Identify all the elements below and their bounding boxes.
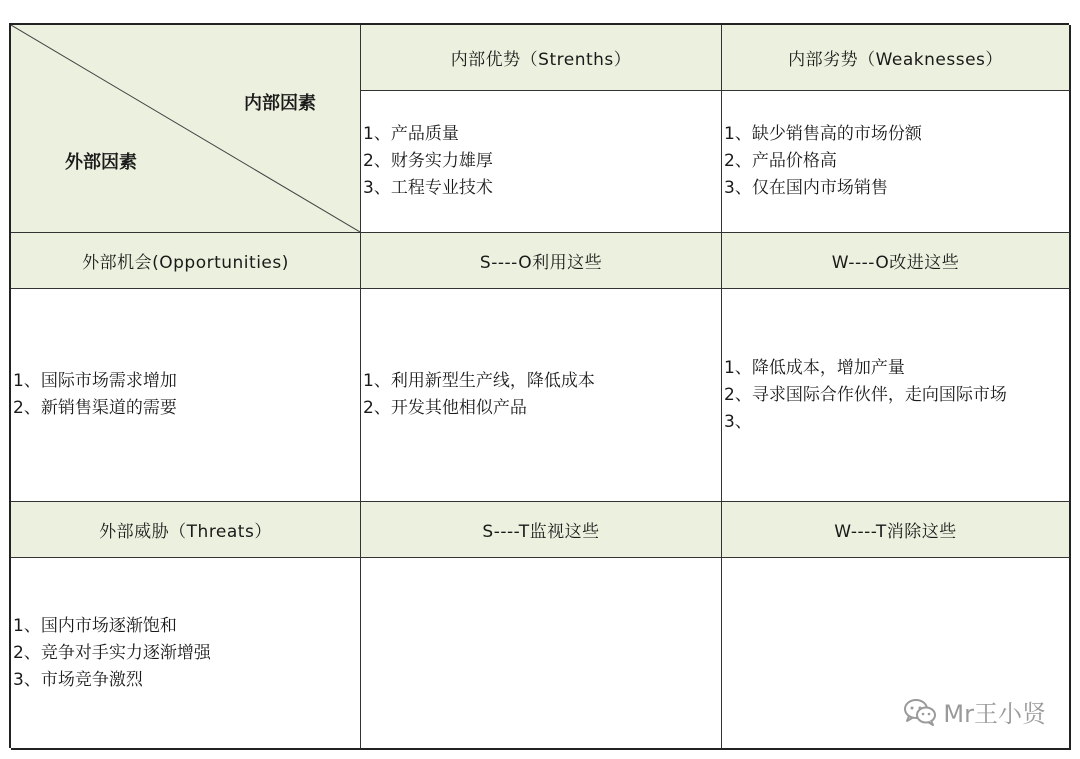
list-item: 2、产品价格高 <box>724 151 837 171</box>
list-item: 3、市场竞争激烈 <box>13 669 143 690</box>
list-item: 1、利用新型生产线，降低成本 <box>363 371 595 391</box>
internal-factors-label: 内部因素 <box>244 93 316 114</box>
wo-strategy-header: W----O改进这些 <box>722 233 1071 289</box>
list-item: 2、竞争对手实力逐渐增强 <box>13 642 211 663</box>
list-item: 1、降低成本，增加产量 <box>724 357 905 378</box>
corner-header <box>11 25 361 233</box>
list-item: 2、财务实力雄厚 <box>363 151 493 171</box>
list-item: 3、工程专业技术 <box>363 178 493 198</box>
weaknesses-list <box>722 91 1071 233</box>
opportunities-header: 外部机会(Opportunities) <box>11 233 361 289</box>
list-item: 1、国际市场需求增加 <box>13 371 177 391</box>
opportunities-list <box>11 289 361 502</box>
threats-header: 外部威胁（Threats） <box>11 502 361 558</box>
diagonal-divider <box>11 25 360 232</box>
list-item: 2、开发其他相似产品 <box>363 398 527 418</box>
st-strategy-header: S----T监视这些 <box>361 502 722 558</box>
st-strategy-list <box>361 558 722 750</box>
list-item: 1、缺少销售高的市场份额 <box>724 124 922 144</box>
wo-strategy-list <box>722 289 1071 502</box>
weaknesses-header: 内部劣势（Weaknesses） <box>722 25 1071 91</box>
so-strategy-header: S----O利用这些 <box>361 233 722 289</box>
list-item: 3、仅在国内市场销售 <box>724 178 888 198</box>
wt-strategy-header: W----T消除这些 <box>722 502 1071 558</box>
strengths-list <box>361 91 722 233</box>
list-item: 3、 <box>724 411 752 432</box>
strengths-header: 内部优势（Strenths） <box>361 25 722 91</box>
threats-list <box>11 558 361 750</box>
wechat-icon <box>903 698 937 726</box>
watermark <box>903 694 1046 729</box>
swot-table <box>9 23 1069 748</box>
list-item: 2、寻求国际合作伙伴，走向国际市场 <box>724 384 1007 405</box>
list-item: 1、产品质量 <box>363 124 459 144</box>
watermark-text: Mr王小贤 <box>943 700 1046 728</box>
so-strategy-list <box>361 289 722 502</box>
list-item: 2、新销售渠道的需要 <box>13 398 177 418</box>
external-factors-label: 外部因素 <box>65 152 137 173</box>
list-item: 1、国内市场逐渐饱和 <box>13 615 177 636</box>
